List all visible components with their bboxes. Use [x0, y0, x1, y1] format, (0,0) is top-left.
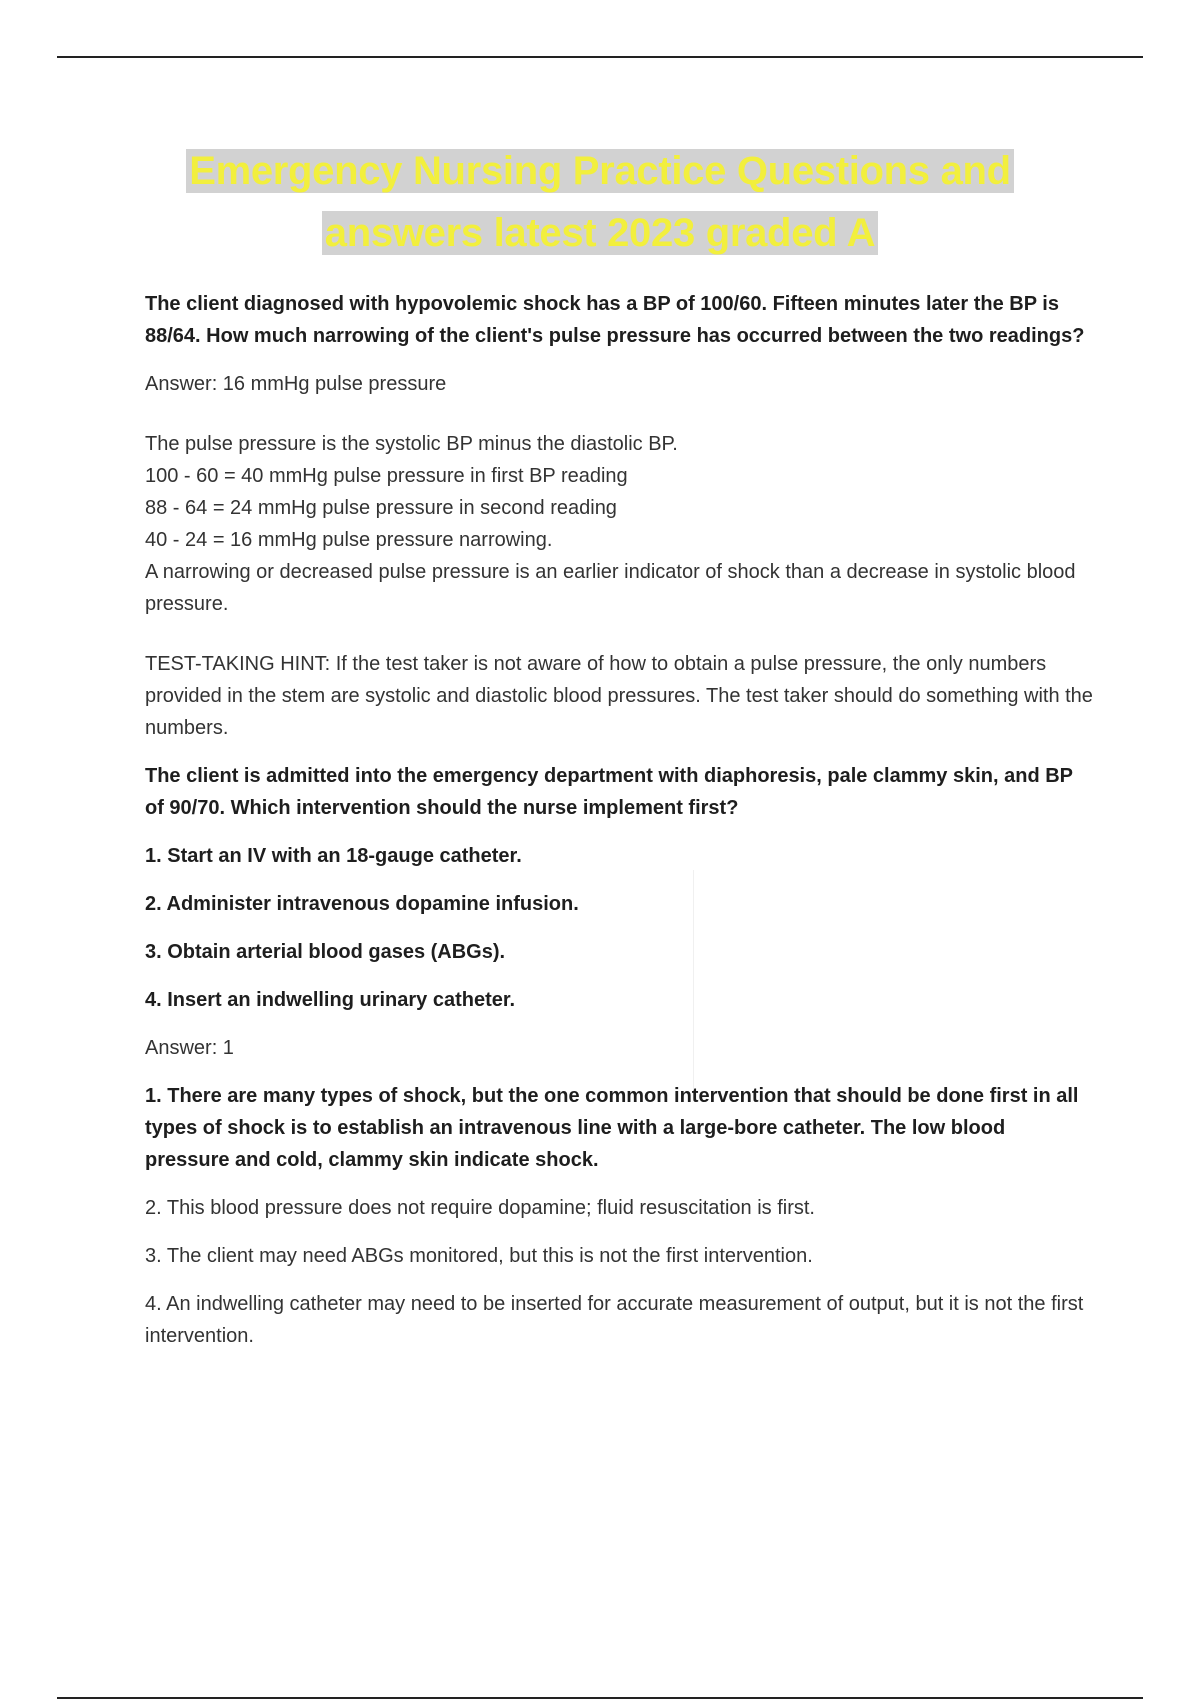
title-highlight-1: Emergency Nursing Practice Questions and: [186, 149, 1014, 193]
answer-2: Answer: 1: [145, 1037, 234, 1059]
explanation-line: 88 - 64 = 24 mmHg pulse pressure in second reading: [145, 497, 617, 519]
document-body: [145, 288, 1095, 1352]
rationale-2: 2. This blood pressure does not require dopamine; fluid resuscitation is first.: [145, 1197, 815, 1219]
rationale-correct: 1. There are many types of shock, but the one common intervention that should be done first in all types of shock is to establish an intravenous line with a large-bore catheter. The low blood pressure and cold, clammy skin indicate shock.: [145, 1085, 1079, 1171]
rationale-3: 3. The client may need ABGs monitored, but this is not the first intervention.: [145, 1245, 813, 1267]
title-line-1: [0, 142, 1200, 200]
question-2: The client is admitted into the emergency department with diaphoresis, pale clammy skin, and BP of 90/70. Which intervention should the nurse implement first?: [145, 765, 1073, 819]
title-highlight-2: answers latest 2023 graded A: [322, 211, 878, 255]
option-1: 1. Start an IV with an 18-gauge catheter.: [145, 845, 522, 867]
top-rule: [57, 56, 1143, 58]
bottom-rule: [57, 1697, 1143, 1699]
rationale-4: 4. An indwelling catheter may need to be inserted for accurate measurement of output, but it is not the first intervention.: [145, 1293, 1084, 1347]
test-taking-hint: TEST-TAKING HINT: If the test taker is not aware of how to obtain a pulse pressure, the only numbers provided in the stem are systolic and diastolic blood pressures. The test taker should do something with the numbers.: [145, 653, 1093, 739]
explanation-line: 40 - 24 = 16 mmHg pulse pressure narrowing.: [145, 529, 553, 551]
option-2: 2. Administer intravenous dopamine infusion.: [145, 893, 579, 915]
explanation-1: [145, 428, 1095, 620]
question-1: The client diagnosed with hypovolemic shock has a BP of 100/60. Fifteen minutes later the BP is 88/64. How much narrowing of the client's pulse pressure has occurred between the two readings?: [145, 293, 1085, 347]
explanation-line: A narrowing or decreased pulse pressure is an earlier indicator of shock than a decrease in systolic blood pressure.: [145, 561, 1076, 615]
option-3: 3. Obtain arterial blood gases (ABGs).: [145, 941, 506, 963]
explanation-line: 100 - 60 = 40 mmHg pulse pressure in first BP reading: [145, 465, 628, 487]
answer-1: Answer: 16 mmHg pulse pressure: [145, 373, 447, 395]
document-title: [0, 142, 1200, 266]
explanation-line: The pulse pressure is the systolic BP minus the diastolic BP.: [145, 433, 678, 455]
title-line-2: [0, 204, 1200, 262]
option-4: 4. Insert an indwelling urinary catheter.: [145, 989, 516, 1011]
